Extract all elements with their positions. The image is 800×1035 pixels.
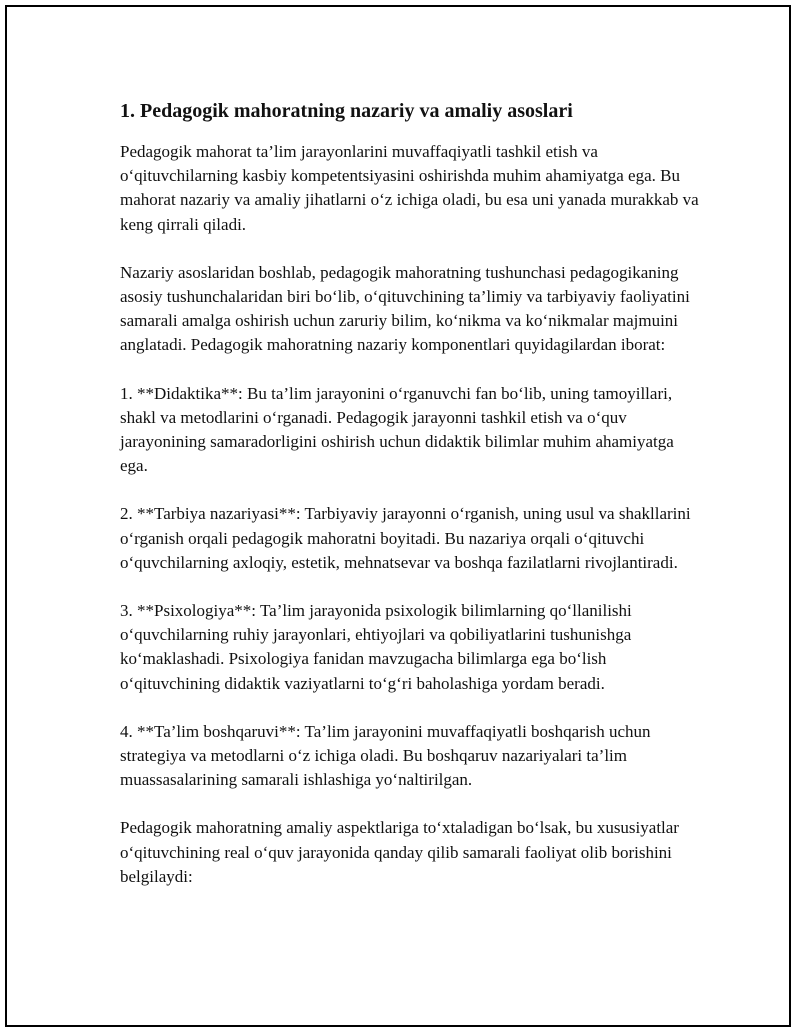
paragraph-practical: Pedagogik mahoratning amaliy aspektlariga to‘xtaladigan bo‘lsak, bu xususiyatlar o‘qituvchining real o‘quv jarayonida qanday qilib samarali faoliyat olib borishini belgilaydi: xyxy=(120,818,679,886)
list-item-didaktika: 1. **Didaktika**: Bu ta’lim jarayonini o‘rganuvchi fan bo‘lib, uning tamoyillari, shakl va metodlarini o‘rganadi. Pedagogik jarayonni tashkil etish va o‘quv jarayonining samaradorligini oshirish uchun didaktik bilimlar muhim ahamiyatga ega. xyxy=(120,383,674,476)
paragraph-theory: Nazariy asoslaridan boshlab, pedagogik mahoratning tushunchasi pedagogikaning asosiy tushunchalaridan biri bo‘lib, o‘qituvchining ta’limiy va tarbiyaviy faoliyatini samarali amalga oshirish uchun zaruriy bilim, ko‘nikma va ko‘nikmalar majmuini anglatadi. Pedagogik mahoratning nazariy komponentlari quyidagilardan iborat: xyxy=(120,262,690,355)
list-item-psixologiya: 3. **Psixologiya**: Ta’lim jarayonida psixologik bilimlarning qo‘llanilishi o‘quvchilarning ruhiy jarayonlari, ehtiyojlari va qobiliyatlarini tushunishga ko‘maklashadi. Psixologiya fanidan mavzugacha bilimlarga ega bo‘lish o‘qituvchining didaktik vaziyatlarni to‘g‘ri baholashiga yordam beradi. xyxy=(120,601,632,693)
paragraph-intro: Pedagogik mahorat ta’lim jarayonlarini muvaffaqiyatli tashkil etish va o‘qituvchilarning kasbiy kompetentsiyasini oshirishda muhim ahamiyatga ega. Bu mahorat nazariy va amaliy jihatlarni o‘z ichiga oladi, bu esa uni yanada murakkab va keng qirrali qiladi. xyxy=(120,142,699,234)
list-item-boshqaruv: 4. **Ta’lim boshqaruvi**: Ta’lim jarayonini muvaffaqiyatli boshqarish uchun strategiya va metodlarni o‘z ichiga oladi. Bu boshqaruv nazariyalari ta’lim muassasalarining samarali ishlashiga yo‘naltirilgan. xyxy=(120,721,651,790)
document-page xyxy=(5,5,791,1027)
document-body xyxy=(120,98,700,913)
section-heading: 1. Pedagogik mahoratning nazariy va amaliy asoslari xyxy=(120,100,573,122)
list-item-tarbiya: 2. **Tarbiya nazariyasi**: Tarbiyaviy jarayonni o‘rganish, uning usul va shakllarini o‘rganish orqali pedagogik mahoratni boyitadi. Bu nazariya orqali o‘qituvchi o‘quvchilarning axloqiy, estetik, mehnatsevar va boshqa fazilatlarni rivojlantiradi. xyxy=(120,504,691,572)
